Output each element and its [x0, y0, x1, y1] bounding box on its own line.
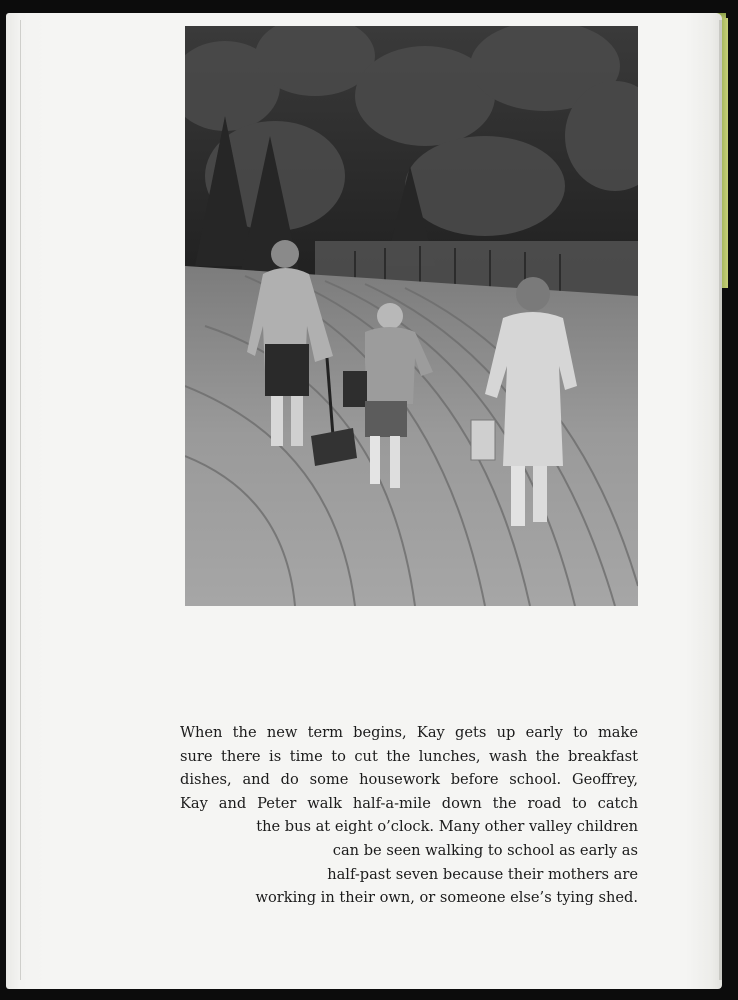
- caption-line: Kay and Peter walk half-a-mile down the road to catch: [180, 794, 638, 812]
- caption-line: working in their own, or someone else’s tying shed.: [255, 889, 638, 907]
- caption-line: can be seen walking to school as early as: [332, 841, 638, 859]
- book-cover-edge-right: [721, 18, 728, 288]
- caption-line: dishes, and do some housework before school. Geoffrey,: [180, 771, 638, 789]
- caption-line: sure there is time to cut the lunches, wash the breakfast: [180, 747, 638, 765]
- photo-children-walking-to-school: [185, 26, 638, 606]
- photo-illustration: [185, 26, 638, 606]
- page-gutter: [20, 20, 21, 980]
- caption-paragraph: [180, 721, 638, 910]
- page-fold: [719, 20, 722, 980]
- caption-line: the bus at eight o’clock. Many other valley children: [256, 818, 638, 836]
- caption-line: half-past seven because their mothers are: [327, 865, 638, 883]
- caption-line: When the new term begins, Kay gets up early to make: [180, 724, 638, 741]
